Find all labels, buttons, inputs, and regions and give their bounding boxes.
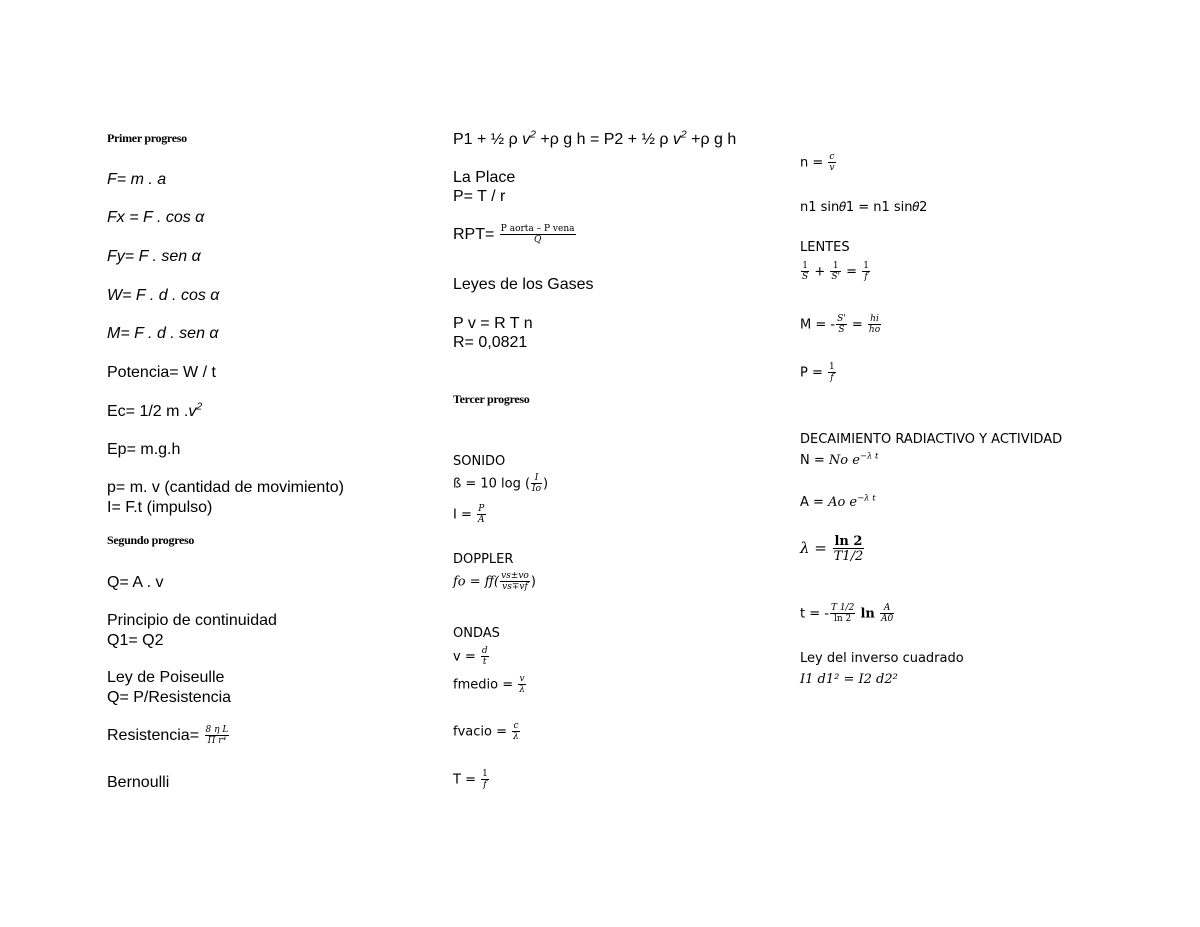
decay-a-label: A = bbox=[800, 495, 824, 510]
lambda-numerator: ln 2 bbox=[834, 534, 863, 549]
kinetic-energy-exp: 2 bbox=[196, 401, 203, 413]
formula-period bbox=[453, 770, 490, 790]
decay-time-numerator: T 1/2 bbox=[830, 603, 855, 613]
formula-inverse-square: I1 d1² = I2 d2² bbox=[800, 672, 898, 687]
lens-plus: + bbox=[814, 264, 826, 280]
formula-resistance bbox=[107, 726, 230, 746]
formula-lens bbox=[800, 262, 871, 282]
kinetic-energy-prefix: Ec= 1/2 m . bbox=[107, 403, 189, 420]
lambda-label: λ = bbox=[800, 539, 827, 557]
lens-c-denominator: f bbox=[862, 271, 870, 282]
doppler-close: ) bbox=[530, 574, 536, 590]
decay-time-denominator: ln 2 bbox=[830, 613, 855, 624]
formula-moment: M= F . d . sen α bbox=[107, 325, 219, 342]
intensity-label: I = bbox=[453, 507, 472, 523]
doppler-fraction bbox=[500, 572, 530, 592]
formula-power: Potencia= W / t bbox=[107, 364, 216, 381]
lens-c-numerator: 1 bbox=[863, 261, 869, 271]
formula-decay-n bbox=[800, 452, 878, 470]
doppler-title: DOPPLER bbox=[453, 552, 514, 567]
resistance-numerator: 8 η L bbox=[205, 725, 229, 735]
sound-beta-numerator: I bbox=[534, 473, 539, 483]
lambda-fraction bbox=[833, 535, 865, 563]
formula-refraction-index bbox=[800, 153, 837, 173]
decay-n-exponent: −λ t bbox=[859, 450, 879, 461]
magnification-equals: = bbox=[851, 317, 863, 333]
rpt-fraction bbox=[500, 225, 576, 245]
decay-a-exponent: −λ t bbox=[857, 492, 876, 503]
rpt-denominator: Q bbox=[500, 234, 576, 245]
lens-a-numerator: 1 bbox=[802, 261, 808, 271]
refraction-denominator: v bbox=[829, 163, 835, 173]
fvacio-denominator: λ bbox=[513, 732, 519, 742]
refraction-numerator: c bbox=[829, 152, 835, 162]
magnification-fraction-b bbox=[868, 315, 881, 335]
formula-decay-constant bbox=[800, 535, 865, 563]
doppler-denominator: vs∓vf bbox=[500, 581, 530, 592]
velocity-fraction bbox=[481, 647, 489, 667]
period-label: T = bbox=[453, 772, 476, 788]
sound-beta-close: ) bbox=[543, 476, 549, 492]
intensity-denominator: A bbox=[478, 515, 485, 525]
lens-power-numerator: 1 bbox=[829, 362, 835, 372]
magnification-b-denominator: ho bbox=[868, 325, 881, 335]
formula-force: F= m . a bbox=[107, 171, 167, 188]
formula-momentum: p= m. v (cantidad de movimiento) bbox=[107, 479, 344, 496]
lens-power-denominator: f bbox=[828, 372, 836, 383]
lens-fraction-a bbox=[801, 262, 809, 282]
resistance-label: Resistencia= bbox=[107, 727, 200, 745]
gases-title: Leyes de los Gases bbox=[453, 276, 594, 293]
formula-work: W= F . d . cos α bbox=[107, 287, 220, 304]
formula-magnification bbox=[800, 315, 882, 335]
lens-fraction-c bbox=[862, 262, 870, 282]
formula-kinetic-energy bbox=[107, 402, 202, 422]
velocity-numerator: d bbox=[481, 646, 488, 656]
sound-title: SONIDO bbox=[453, 454, 506, 469]
bernoulli-mid: +ρ g h = P2 + ½ ρ bbox=[540, 131, 669, 148]
magnification-a-denominator: S bbox=[836, 324, 847, 335]
decay-n-expr: No e bbox=[828, 453, 860, 468]
bernoulli-exp1: 2 bbox=[530, 129, 536, 141]
kinetic-energy-var: v bbox=[188, 403, 197, 420]
formula-impulse: I= F.t (impulso) bbox=[107, 499, 213, 516]
bernoulli-p1: P1 + ½ ρ bbox=[453, 131, 518, 148]
laplace-title: La Place bbox=[453, 169, 516, 186]
continuity-equation: Q1= Q2 bbox=[107, 632, 164, 649]
heading-primer-progreso: Primer progreso bbox=[107, 131, 187, 145]
formula-velocity bbox=[453, 647, 490, 667]
doppler-eq: = ff( bbox=[469, 574, 500, 590]
heading-tercer-progreso: Tercer progreso bbox=[453, 392, 530, 406]
formula-lens-power bbox=[800, 363, 837, 383]
decay-time-fraction bbox=[830, 604, 855, 624]
lens-b-numerator: 1 bbox=[832, 261, 839, 271]
formula-potential-energy: Ep= m.g.h bbox=[107, 441, 181, 458]
formula-fvacio bbox=[453, 722, 521, 742]
fmedio-numerator: v bbox=[519, 674, 525, 684]
lens-fraction-b bbox=[830, 262, 841, 282]
fmedio-label: fmedio = bbox=[453, 677, 514, 693]
formula-flow: Q= A . v bbox=[107, 574, 164, 591]
period-numerator: 1 bbox=[482, 769, 488, 779]
formula-bernoulli bbox=[453, 130, 736, 150]
lens-a-denominator: S bbox=[802, 272, 809, 282]
sound-beta-prefix: ß = 10 log ( bbox=[453, 476, 531, 492]
poiseuille-equation: Q= P/Resistencia bbox=[107, 689, 232, 706]
formula-decay-time bbox=[800, 604, 895, 624]
decay-time-ln: ln bbox=[860, 606, 875, 622]
bernoulli-title: Bernoulli bbox=[107, 774, 170, 791]
velocity-label: v = bbox=[453, 649, 476, 665]
formula-fmedio bbox=[453, 675, 527, 695]
formula-doppler bbox=[453, 572, 536, 592]
lens-power-fraction bbox=[828, 363, 836, 383]
formula-intensity bbox=[453, 505, 487, 525]
decay-time-ln-denominator: A0 bbox=[880, 614, 894, 624]
resistance-denominator: Π r⁴ bbox=[205, 735, 230, 746]
lens-equals: = bbox=[846, 264, 858, 280]
magnification-fraction-a bbox=[836, 315, 847, 335]
gases-equation: P v = R T n bbox=[453, 315, 533, 332]
intensity-fraction bbox=[477, 505, 486, 525]
rpt-label: RPT= bbox=[453, 226, 495, 244]
refraction-label: n = bbox=[800, 155, 824, 171]
decay-title: DECAIMIENTO RADIACTIVO Y ACTIVIDAD bbox=[800, 432, 1063, 447]
poiseuille-title: Ley de Poiseulle bbox=[107, 669, 225, 686]
period-denominator: f bbox=[481, 779, 489, 790]
decay-time-ln-fraction bbox=[880, 604, 894, 624]
bernoulli-exp2: 2 bbox=[680, 129, 687, 141]
formula-fx: Fx = F . cos α bbox=[107, 209, 205, 226]
period-fraction bbox=[481, 770, 489, 790]
sound-beta-fraction bbox=[531, 474, 542, 494]
fvacio-label: fvacio = bbox=[453, 724, 507, 740]
velocity-denominator: t bbox=[481, 656, 489, 667]
decay-time-label: t = - bbox=[800, 606, 829, 622]
lenses-title: LENTES bbox=[800, 240, 850, 255]
formula-rpt bbox=[453, 225, 577, 245]
magnification-label: M = - bbox=[800, 317, 836, 333]
doppler-numerator: vs±vo bbox=[501, 571, 529, 581]
fvacio-numerator: c bbox=[513, 721, 519, 731]
decay-time-ln-numerator: A bbox=[883, 603, 891, 613]
decay-n-label: N = bbox=[800, 453, 825, 468]
formula-sound-level bbox=[453, 474, 548, 494]
continuity-title: Principio de continuidad bbox=[107, 612, 277, 629]
resistance-fraction bbox=[205, 726, 230, 746]
heading-segundo-progreso: Segundo progreso bbox=[107, 533, 195, 547]
inverse-square-title: Ley del inverso cuadrado bbox=[800, 651, 964, 666]
formula-snell: n1 sin𝜃1 = n1 sin𝜃2 bbox=[800, 200, 928, 215]
lambda-denominator: T1/2 bbox=[833, 549, 864, 564]
waves-title: ONDAS bbox=[453, 626, 500, 641]
bernoulli-v1: v bbox=[522, 131, 531, 148]
lens-b-denominator: S' bbox=[831, 272, 840, 282]
sound-beta-denominator: Io bbox=[532, 484, 542, 494]
laplace-equation: P= T / r bbox=[453, 188, 506, 205]
refraction-fraction bbox=[828, 153, 835, 173]
fmedio-fraction bbox=[518, 675, 526, 695]
gas-constant: R= 0,0821 bbox=[453, 334, 528, 351]
decay-a-expr: Ao e bbox=[828, 495, 858, 510]
fmedio-denominator: λ bbox=[519, 685, 525, 695]
formula-fy: Fy= F . sen α bbox=[107, 248, 201, 265]
formula-decay-a bbox=[800, 494, 876, 512]
rpt-numerator: P aorta – P vena bbox=[500, 224, 575, 234]
bernoulli-v2: v bbox=[672, 131, 681, 148]
magnification-a-numerator: S' bbox=[837, 314, 846, 324]
magnification-b-numerator: hi bbox=[870, 314, 879, 324]
fvacio-fraction bbox=[512, 722, 520, 742]
intensity-numerator: P bbox=[478, 504, 485, 514]
bernoulli-end: +ρ g h bbox=[691, 131, 737, 148]
doppler-fo: fo bbox=[453, 574, 466, 590]
lens-power-label: P = bbox=[800, 365, 823, 381]
